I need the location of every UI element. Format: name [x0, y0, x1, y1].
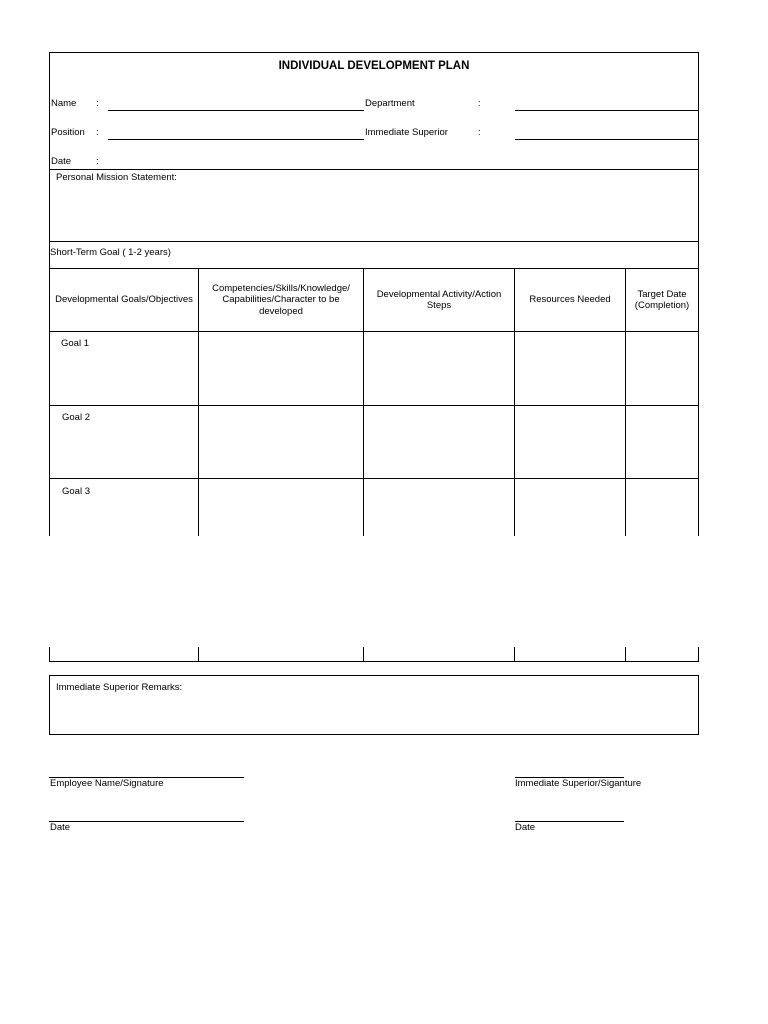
header-goals-text: Developmental Goals/Objectives: [55, 294, 193, 306]
name-field[interactable]: [108, 110, 364, 111]
goal-1-label: Goal 1: [61, 338, 89, 349]
date-colon: :: [96, 156, 99, 167]
col-divider-3: [514, 268, 515, 536]
header-resources-text: Resources Needed: [529, 294, 611, 306]
lower-right-border: [698, 647, 699, 661]
department-field[interactable]: [515, 110, 698, 111]
department-label: Department: [365, 98, 415, 109]
col-divider-1: [198, 268, 199, 536]
superior-label: Immediate Superior: [365, 127, 448, 138]
position-field[interactable]: [108, 139, 364, 140]
name-colon: :: [96, 98, 99, 109]
header-bottom-border: [49, 331, 699, 332]
col-divider-2: [363, 268, 364, 536]
col-divider-4: [625, 268, 626, 536]
form-top-border: [49, 52, 699, 53]
date-label: Date: [51, 156, 72, 167]
form-right-border: [698, 52, 699, 536]
remarks-label: Immediate Superior Remarks:: [56, 682, 183, 693]
position-colon: :: [96, 127, 99, 138]
position-label: Position: [51, 127, 85, 138]
goal-3-label: Goal 3: [62, 486, 90, 497]
header-target-date-text: Target Date (Completion): [634, 288, 690, 311]
header-activity-text: Developmental Activity/Action Steps: [376, 288, 502, 311]
short-term-label: Short-Term Goal ( 1-2 years): [50, 247, 171, 258]
mission-label: Personal Mission Statement:: [56, 172, 177, 183]
lower-col-divider-2: [363, 647, 364, 661]
superior-field[interactable]: [515, 139, 698, 140]
department-colon: :: [478, 98, 481, 109]
table-bottom-border: [49, 661, 699, 662]
mission-bottom-border: [49, 241, 699, 242]
employee-signature-label: Employee Name/Signature: [50, 778, 164, 789]
lower-col-divider-3: [514, 647, 515, 661]
superior-colon: :: [478, 127, 481, 138]
goal-2-label: Goal 2: [62, 412, 90, 423]
name-label: Name: [51, 98, 77, 109]
lower-left-border: [49, 647, 50, 661]
header-target-date: [628, 269, 696, 331]
header-activity: [366, 269, 512, 331]
header-goals: [50, 269, 198, 331]
header-competencies: [204, 269, 358, 331]
mission-top-border: [49, 169, 699, 170]
employee-date-line[interactable]: [49, 821, 244, 822]
header-competencies-text: Competencies/Skills/Knowledge/ Capabilities/Character to be developed: [212, 282, 350, 317]
lower-col-divider-4: [625, 647, 626, 661]
mission-text-area[interactable]: [50, 188, 698, 240]
superior-date-label: Date: [515, 822, 536, 833]
employee-date-label: Date: [50, 822, 71, 833]
lower-col-divider-1: [198, 647, 199, 661]
header-resources: [515, 269, 625, 331]
row1-bottom-border: [49, 405, 699, 406]
form-title: INDIVIDUAL DEVELOPMENT PLAN: [278, 60, 470, 72]
row2-bottom-border: [49, 478, 699, 479]
superior-signature-label: Immediate Superior/Siganture: [515, 778, 642, 789]
